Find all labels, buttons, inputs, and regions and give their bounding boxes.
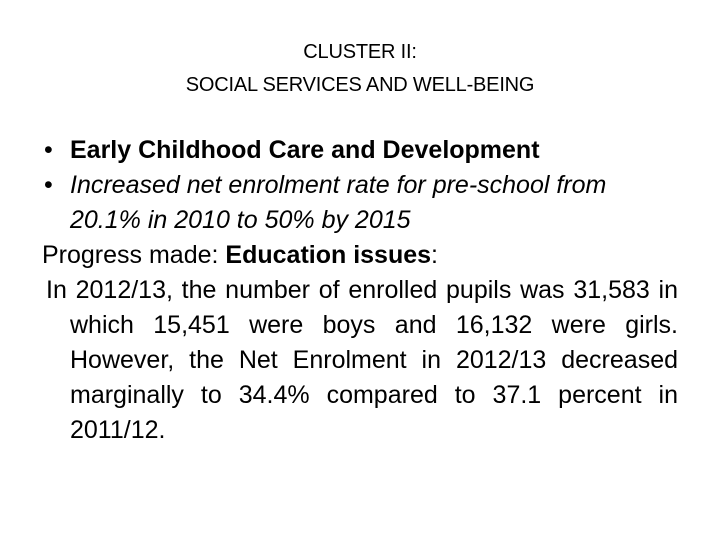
slide-title (0, 36, 720, 102)
progress-suffix: : (431, 241, 438, 269)
bullet-icon: • (44, 171, 53, 199)
bullet-text: Early Childhood Care and Development (70, 136, 540, 164)
bullet-icon: • (44, 136, 53, 164)
progress-prefix: Progress made: (42, 241, 226, 269)
bullet-text: Increased net enrolment rate for pre-school from 20.1% in 2010 to 50% by 2015 (70, 171, 607, 234)
title-line-1: CLUSTER II: (303, 41, 417, 63)
bullet-item (42, 168, 678, 238)
education-paragraph: In 2012/13, the number of enrolled pupils was 31,583 in which 15,451 were boys and 16,132 were girls. However, the Net Enrolment in 2012/13 decreased marginally to 34.4% compared to 37.1 percent in 2011/12. (46, 276, 678, 444)
title-line-2: SOCIAL SERVICES AND WELL-BEING (185, 74, 535, 96)
slide-body (42, 133, 678, 448)
bullet-item (42, 133, 678, 168)
progress-emphasis: Education issues (225, 241, 432, 269)
progress-heading (42, 238, 678, 273)
